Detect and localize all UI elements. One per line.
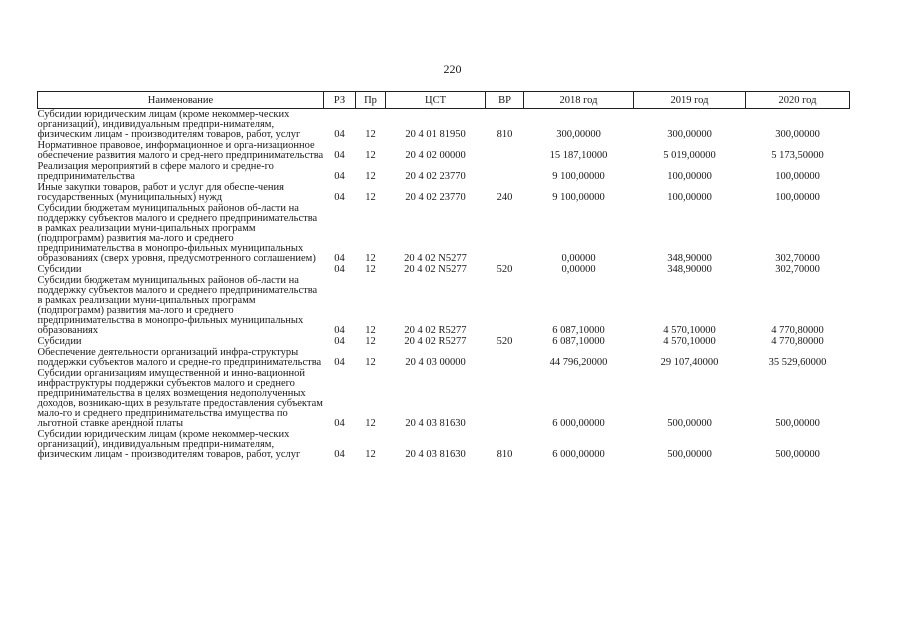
row-cst: 20 4 03 81630 (405, 449, 466, 460)
table-row (38, 275, 850, 336)
row-2019: 4 570,10000 (663, 336, 716, 347)
row-rz: 04 (334, 418, 345, 429)
row-2019: 500,00000 (667, 418, 712, 429)
header-rz: РЗ (324, 92, 356, 109)
row-vr: 810 (496, 449, 513, 460)
table-row (38, 203, 850, 264)
row-rz: 04 (334, 264, 345, 275)
row-name: Субсидии (37, 336, 82, 347)
row-2019: 100,00000 (667, 192, 712, 203)
row-name: Субсидии юридическим лицам (кроме некоммер-ческих организаций), индивидуальным предпри-нимателям, физическим лицам - производителям товаров, работ, услуг (37, 429, 301, 460)
row-rz: 04 (334, 449, 345, 460)
row-pr: 12 (365, 264, 376, 275)
table-row (38, 109, 850, 141)
row-rz: 04 (334, 150, 345, 161)
header-2019: 2019 год (634, 92, 746, 109)
table-header-row (38, 92, 850, 109)
row-cst: 20 4 01 81950 (405, 129, 466, 140)
row-vr: 520 (496, 264, 513, 275)
row-vr (486, 347, 524, 368)
row-cst: 20 4 02 23770 (405, 171, 466, 182)
row-cst: 20 4 02 N5277 (404, 253, 467, 264)
table-row (38, 140, 850, 161)
row-cst: 20 4 03 00000 (405, 357, 466, 368)
row-2020: 4 770,80000 (771, 336, 824, 347)
table-row (38, 264, 850, 275)
row-2019: 348,90000 (667, 264, 712, 275)
row-2018: 6 087,10000 (552, 325, 605, 336)
row-2020: 100,00000 (775, 192, 820, 203)
row-name: Реализация мероприятий в сфере малого и средне-го предпринимательства (37, 161, 274, 182)
row-2020: 500,00000 (775, 418, 820, 429)
row-rz: 04 (334, 253, 345, 264)
header-name: Наименование (38, 92, 324, 109)
row-2020: 35 529,60000 (768, 357, 827, 368)
row-rz: 04 (334, 171, 345, 182)
row-pr: 12 (365, 336, 376, 347)
table-row (38, 347, 850, 368)
row-2018: 6 087,10000 (552, 336, 605, 347)
row-name: Субсидии юридическим лицам (кроме некоммер-ческих организаций), индивидуальным предпри-нимателям, физическим лицам - производителям товаров, работ, услуг (37, 109, 301, 140)
page-number: 220 (443, 62, 462, 76)
header-2018: 2018 год (524, 92, 634, 109)
row-2020: 302,70000 (775, 264, 820, 275)
table-row (38, 368, 850, 429)
row-pr: 12 (365, 325, 376, 336)
row-vr: 810 (496, 129, 513, 140)
table-row (38, 429, 850, 460)
row-rz: 04 (334, 336, 345, 347)
row-cst: 20 4 02 R5277 (404, 336, 467, 347)
row-2020: 4 770,80000 (771, 325, 824, 336)
row-vr (486, 140, 524, 161)
table-row (38, 161, 850, 182)
row-2018: 0,00000 (561, 264, 596, 275)
row-rz: 04 (334, 192, 345, 203)
row-2018: 0,00000 (561, 253, 596, 264)
row-2018: 15 187,10000 (549, 150, 608, 161)
row-2019: 5 019,00000 (663, 150, 716, 161)
row-name: Субсидии бюджетам муниципальных районов об-ласти на поддержку субъектов малого и среднего предпринимательства в рамках реализации муни-ципальных программ (подпрограмм) развития ма-лого и среднего предпринимательства в монопро-фильных муниципальных образованиях (37, 275, 318, 336)
row-vr: 520 (496, 336, 513, 347)
row-name: Обеспечение деятельности организаций инфра-структуры поддержки субъектов малого и средне-го предпринимательства (37, 347, 322, 368)
header-vr: ВР (486, 92, 524, 109)
row-2019: 29 107,40000 (660, 357, 719, 368)
row-2019: 348,90000 (667, 253, 712, 264)
row-2020: 100,00000 (775, 171, 820, 182)
row-cst: 20 4 02 N5277 (404, 264, 467, 275)
header-cst: ЦСТ (386, 92, 486, 109)
row-name: Субсидии (37, 264, 82, 275)
row-cst: 20 4 02 R5277 (404, 325, 467, 336)
row-vr (486, 275, 524, 336)
row-2018: 9 100,00000 (552, 192, 605, 203)
header-2020: 2020 год (746, 92, 850, 109)
row-rz: 04 (334, 129, 345, 140)
row-rz: 04 (334, 357, 345, 368)
table-row (38, 182, 850, 203)
row-cst: 20 4 02 23770 (405, 192, 466, 203)
row-pr: 12 (365, 192, 376, 203)
row-2020: 302,70000 (775, 253, 820, 264)
row-2018: 300,00000 (556, 129, 601, 140)
row-cst: 20 4 03 81630 (405, 418, 466, 429)
row-name: Нормативное правовое, информационное и орга-низационное обеспечение развития малого и сред-него предпринимательства (37, 140, 324, 161)
row-pr: 12 (365, 150, 376, 161)
budget-table (37, 91, 850, 460)
row-2020: 300,00000 (775, 129, 820, 140)
row-2020: 500,00000 (775, 449, 820, 460)
row-2018: 9 100,00000 (552, 171, 605, 182)
row-name: Субсидии организациям имущественной и инно-вационной инфраструктуры поддержки субъектов малого и среднего предпринимательства в целях возмещения недополученных доходов, возникаю-щих в результате предоставления субъектам мало-го и среднего предпринимательства имущества по льготной ставке арендной платы (37, 368, 323, 429)
row-vr: 240 (496, 192, 513, 203)
header-pr: Пр (356, 92, 386, 109)
row-vr (486, 161, 524, 182)
row-name: Иные закупки товаров, работ и услуг для обеспе-чения государственных (муниципальных) нужд (37, 182, 284, 203)
row-2018: 6 000,00000 (552, 449, 605, 460)
row-vr (486, 368, 524, 429)
row-pr: 12 (365, 129, 376, 140)
row-2019: 100,00000 (667, 171, 712, 182)
row-rz: 04 (334, 325, 345, 336)
row-cst: 20 4 02 00000 (405, 150, 466, 161)
row-2018: 44 796,20000 (549, 357, 608, 368)
row-vr (486, 203, 524, 264)
row-pr: 12 (365, 357, 376, 368)
row-pr: 12 (365, 449, 376, 460)
row-pr: 12 (365, 253, 376, 264)
row-2018: 6 000,00000 (552, 418, 605, 429)
row-pr: 12 (365, 171, 376, 182)
row-pr: 12 (365, 418, 376, 429)
row-2019: 500,00000 (667, 449, 712, 460)
table-row (38, 336, 850, 347)
row-2019: 300,00000 (667, 129, 712, 140)
row-2020: 5 173,50000 (771, 150, 824, 161)
row-2019: 4 570,10000 (663, 325, 716, 336)
row-name: Субсидии бюджетам муниципальных районов об-ласти на поддержку субъектов малого и среднего предпринимательства в рамках реализации муни-ципальных программ (подпрограмм) развития ма-лого и среднего предпринимательства в монопро-фильных муниципальных образованиях (сверх уровня, предусмотренного соглашением) (37, 203, 318, 264)
